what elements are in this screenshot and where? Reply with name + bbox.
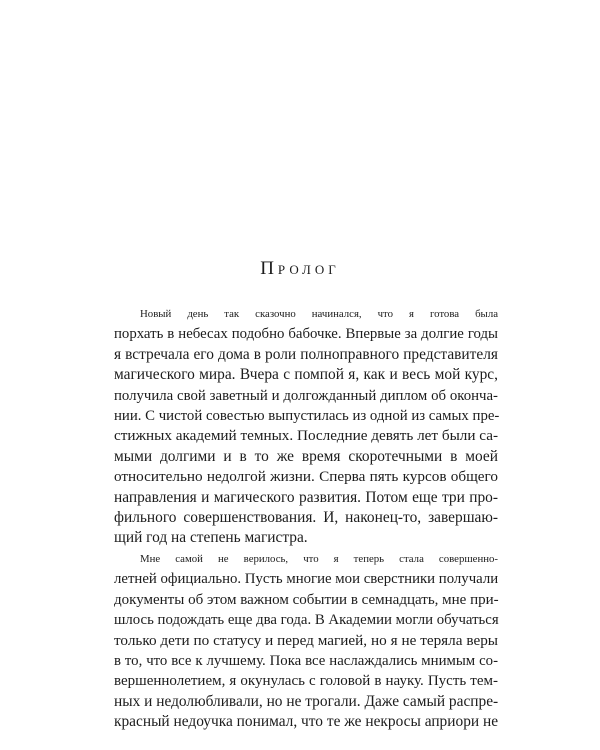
text-line: только дети по статусу и перед магией, но я не теряла веры (114, 631, 498, 649)
chapter-title: Пролог (260, 258, 340, 279)
text-line: нии. С чистой совестью выпустилась из одной из самых пре- (114, 408, 500, 425)
text-line: стижных академий темных. Последние девять лет были са- (114, 427, 499, 445)
paragraph-1 (114, 304, 498, 549)
text-line: документы об этом важном событии в семнадцать, мне при- (114, 591, 499, 608)
text-line: мыми долгими и в то же время скоротечными в моей (114, 447, 498, 465)
text-line: ных и недолюбливали, но не трогали. Даже самый распре- (114, 692, 499, 710)
text-line: я встречала его дома в роли полноправного представителя (114, 345, 498, 363)
text-line: щий год на степень магистра. (114, 529, 308, 547)
text-line: Мне самой не верилось, что я теперь стала совершенно- (140, 552, 498, 565)
text-line: вершеннолетием, я окунулась с головой в науку. Пусть тем- (114, 673, 498, 690)
text-line: шлось подождать еще два года. В Академии могли обучаться (114, 612, 499, 629)
chapter-body (114, 304, 498, 733)
text-line: магического мира. Вчера с помпой я, как и весь мой курс, (114, 366, 498, 384)
text-line: красный недоучка понимал, что те же некросы априори не (114, 713, 499, 731)
text-line: летней официально. Пусть многие мои сверстники получали (114, 571, 499, 588)
text-line: порхать в небесах подобно бабочке. Впервые за долгие годы (114, 326, 498, 343)
text-line: направления и магического развития. Потом еще три про- (114, 488, 498, 506)
text-line: в то, что все к лучшему. Пока все наслаждались мнимым со- (114, 652, 498, 669)
text-line: Новый день так сказочно начинался, что я готова была (140, 308, 498, 320)
paragraph-2 (114, 549, 498, 733)
text-line: фильного совершенствования. И, наконец-то, завершаю- (114, 509, 498, 527)
text-line: получила свой заветный и долгожданный диплом об оконча- (114, 387, 498, 404)
text-line: относительно недолгой жизни. Сперва пять курсов общего (114, 468, 498, 486)
